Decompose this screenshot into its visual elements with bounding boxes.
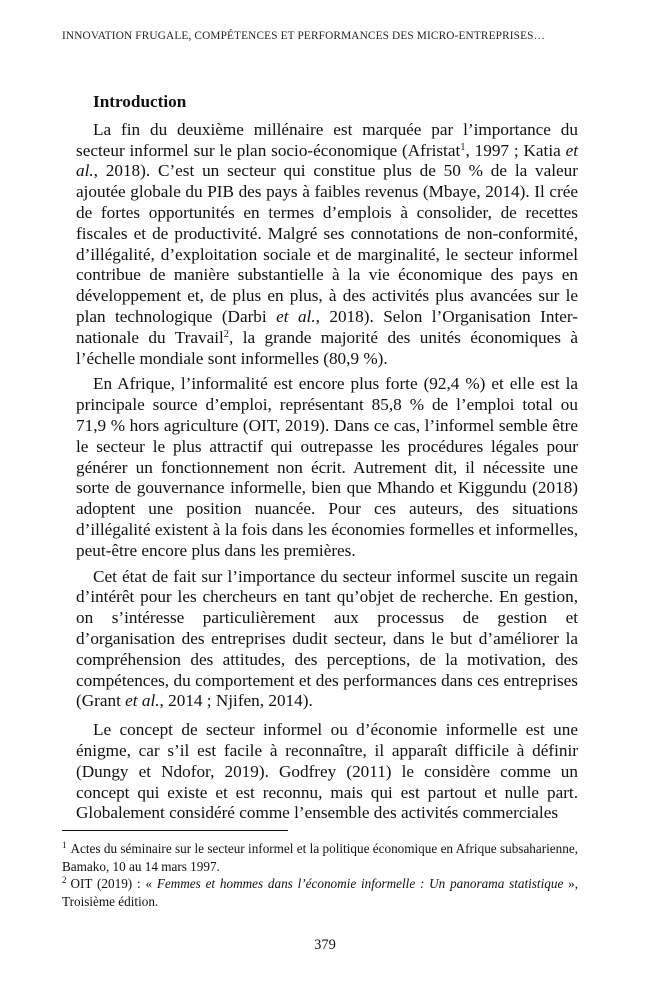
paragraph-1-text-a: La fin du deuxième millénaire est marquée par l’importance du secteur informel sur le plan socio-économique (Afristat — [76, 119, 578, 160]
paragraph-1 — [76, 120, 578, 370]
paragraph-3 — [76, 567, 578, 713]
paragraph-1-text-d: , 2018). Selon l’Organisation Inter-nationale du Travail — [76, 306, 579, 347]
footnote-text: OIT (2019) : « — [70, 876, 157, 891]
section-heading: Introduction — [93, 92, 187, 111]
paragraph-1-text-b: , 1997 ; Katia — [465, 140, 566, 160]
footnote-title: Femmes et hommes dans l’économie informelle : Un panorama statistique — [156, 876, 564, 891]
citation-etal: et al. — [76, 140, 578, 181]
page-number: 379 — [314, 937, 336, 953]
footnote-ref-2[interactable]: 2 — [223, 328, 229, 340]
body-text — [76, 92, 578, 829]
footnote-divider — [62, 830, 288, 831]
footnote-number: 2 — [62, 875, 67, 885]
paragraph-1-text-e: , la grande majorité des unités économiques à l’échelle mondiale sont informelles (80,9 %). — [76, 327, 579, 368]
footnote-ref-1[interactable]: 1 — [460, 141, 466, 153]
paragraph-4: Le concept de secteur informel ou d’économie informelle est une énigme, car s’il est facile à reconnaître, il apparaît difficile à définir (Dungy et Ndofor, 2019). Godfrey (2011) le considère comme un concept qui existe et est reconnu, mais qui est partout et nulle part. Globalement considéré comme l’ensemble des activités commerciales — [76, 720, 578, 823]
footnote-text: Actes du séminaire sur le secteur informel et la politique économique en Afrique subsaharienne, Bamako, 10 au 14 mars 1997. — [62, 841, 578, 874]
footnote-text: », Troisième édition. — [62, 876, 578, 909]
footnote-2 — [62, 875, 578, 910]
citation-etal: et al. — [125, 691, 160, 711]
paragraph-1-text-c: , 2018). C’est un secteur qui constitue plus de 50 % de la valeur ajoutée globale du PIB des pays à faibles revenus (Mbaye, 2014). Il crée de fortes opportunités en termes d’emplois à consolider, de recettes fiscales et de productivité. Malgré ses connotations de non-conformité, d’illégalité, d’exploitation sociale et de marginalité, le secteur informel contribue de manière substantielle à la vie économique des pays en développement et, de plus en plus, à des activités plus avancées sur le plan technologique (Darbi — [76, 161, 578, 326]
paragraph-2: En Afrique, l’informalité est encore plus forte (92,4 %) et elle est la principale source d’emploi, représentant 85,8 % de l’emploi total ou 71,9 % hors agriculture (OIT, 2019). Dans ce cas, l’informel semble être le secteur le plus attractif qui outrepasse les procédures légales pour générer un fonctionnement non écrit. Autrement dit, il nécessite une sorte de gouvernance informelle, bien que Mhando et Kiggundu (2018) adoptent une position nuancée. Pour ces auteurs, des situations d’illégalité existent à la fois dans les économies formelles et informelles, peut-être encore plus dans les premières. — [76, 374, 578, 560]
footnote-number: 1 — [62, 840, 67, 850]
footnote-1 — [62, 840, 578, 875]
running-header: INNOVATION FRUGALE, COMPÉTENCES ET PERFORMANCES DES MICRO-ENTREPRISES… — [62, 30, 546, 42]
paragraph-3-text-a: Cet état de fait sur l’importance du secteur informel suscite un regain d’intérêt pour les chercheurs en tant qu’objet de recherche. En gestion, on s’intéresse particulièrement aux processus de gestion et d’organisation des entreprises dudit secteur, dans le but d’améliorer la compréhension des attitudes, des perceptions, de la motivation, des compétences, du comportement et des performances dans ces entreprises (Grant — [76, 566, 578, 711]
citation-etal: et al. — [276, 306, 316, 326]
footnotes — [62, 840, 578, 910]
paragraph-3-text-b: , 2014 ; Njifen, 2014). — [159, 691, 313, 711]
